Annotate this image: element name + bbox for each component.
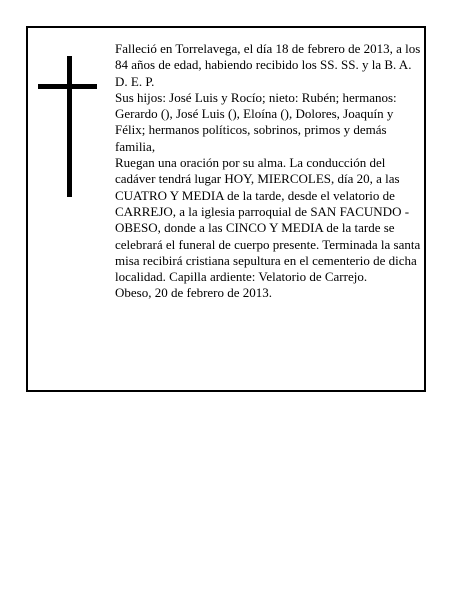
death-announcement: Falleció en Torrelavega, el día 18 de febrero de 2013, a los 84 años de edad, habiendo recibido los SS. SS. y la B. A.: [115, 41, 421, 73]
cross-vertical-bar: [67, 56, 72, 197]
family-members: Sus hijos: José Luis y Rocío; nieto: Rubén; hermanos: Gerardo (), José Luis (), Eloína (), Dolores, Joaquín y Félix; hermanos políticos, sobrinos, primos y demás familia,: [115, 89, 397, 154]
funeral-details: Ruegan una oración por su alma. La conducción del cadáver tendrá lugar HOY, MIERCOLES, día 20, a las CUATRO Y MEDIA de la tarde, desde el velatorio de CARREJO, a la iglesia parroquial de SAN FACUNDO - OBESO, donde a las CINCO Y MEDIA de la tarde se celebrará el funeral de cuerpo presente. Terminada la santa misa recibirá cristiana sepultura en el cementerio de dicha localidad. Capilla ardiente: Velatorio de Carrejo.: [115, 155, 421, 285]
notice-text: [115, 41, 421, 302]
rest-in-peace: D. E. P.: [115, 73, 155, 89]
cross-horizontal-bar: [38, 84, 97, 89]
obituary-notice: [26, 26, 426, 392]
place-and-date: Obeso, 20 de febrero de 2013.: [115, 285, 273, 301]
